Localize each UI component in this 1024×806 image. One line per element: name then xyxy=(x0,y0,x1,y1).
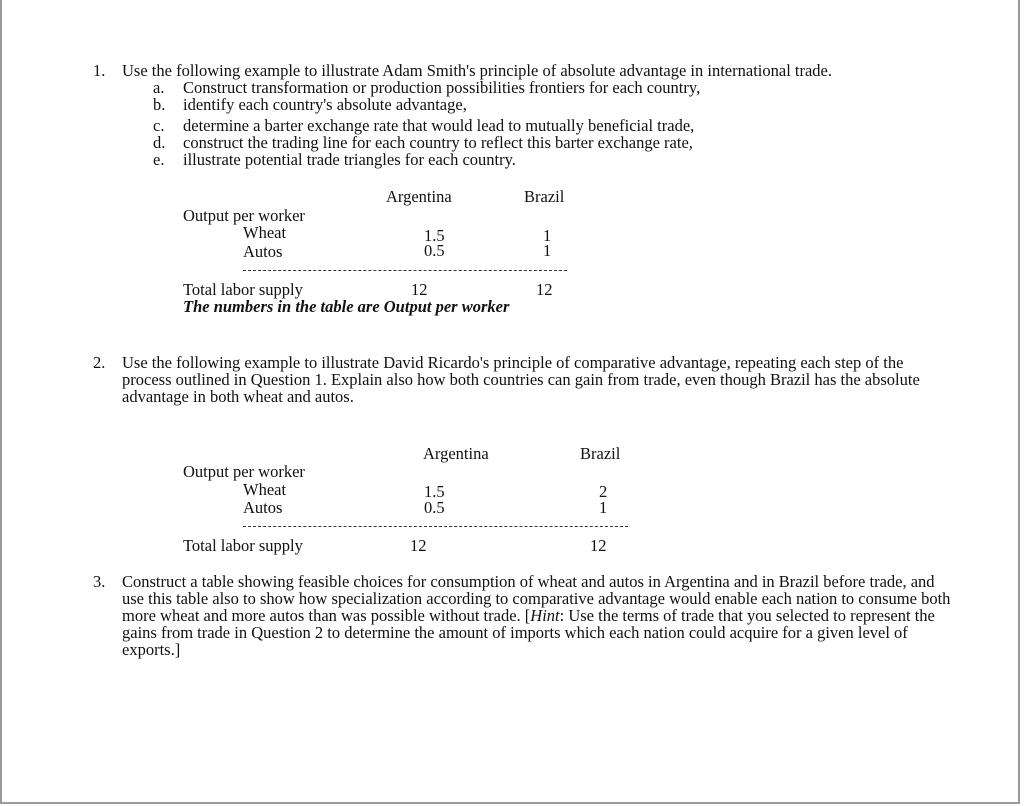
q1-item-c-letter: c. xyxy=(153,116,165,135)
q1-total-argentina: 12 xyxy=(411,280,428,299)
q1-total-label: Total labor supply xyxy=(183,280,303,299)
q3-number: 3. xyxy=(93,572,106,591)
q1-item-d-letter: d. xyxy=(153,133,166,152)
q1-item-b-text: identify each country's absolute advantage, xyxy=(183,95,467,114)
q1-total-brazil: 12 xyxy=(536,280,553,299)
q2-total-label: Total labor supply xyxy=(183,536,303,555)
q1-table-col-argentina: Argentina xyxy=(386,187,452,206)
q3-hint-label: Hint xyxy=(530,606,560,625)
q2-table-row-label: Wheat xyxy=(243,480,287,499)
q2-table-col-brazil: Brazil xyxy=(580,444,621,463)
q2-table-row-label: Autos xyxy=(243,498,283,517)
q2-table-cell: 0.5 xyxy=(424,498,445,517)
q2-total-brazil: 12 xyxy=(590,536,607,555)
q1-item-a-letter: a. xyxy=(153,78,165,97)
q3-text-after-hint: : Use the terms of trade that you selected to represent the gains from trade in Question 2 to determine the amount of imports which each nation could acquire for a given level of exports.] xyxy=(122,606,935,659)
q1-table-col-brazil: Brazil xyxy=(524,187,565,206)
q2-number: 2. xyxy=(93,353,106,372)
q1-table-cell: 0.5 xyxy=(424,241,445,260)
q2-total-argentina: 12 xyxy=(410,536,427,555)
q1-table-cell: 1 xyxy=(543,241,552,260)
q1-item-c-text: determine a barter exchange rate that would lead to mutually beneficial trade, xyxy=(183,116,695,135)
q1-table-note: The numbers in the table are Output per worker xyxy=(183,297,510,316)
q3-text-before-hint: Construct a table showing feasible choices for consumption of wheat and autos in Argentina and in Brazil before trade, and use this table also to show how specialization according to comparative advantage would enable each nation to consume both more wheat and more autos than was possible without trade. [ xyxy=(122,572,951,625)
q1-number: 1. xyxy=(93,61,106,80)
q1-item-d-text: construct the trading line for each country to reflect this barter exchange rate, xyxy=(183,133,693,152)
q1-table-row-label: Wheat xyxy=(243,223,287,242)
table-divider xyxy=(243,526,628,527)
q3-text xyxy=(122,573,952,658)
q2-table-cell: 1.5 xyxy=(424,482,445,501)
q1-table-cell: 1.5 xyxy=(424,226,445,245)
q2-table-cell: 2 xyxy=(599,482,608,501)
q1-item-e-letter: e. xyxy=(153,150,165,169)
q1-item-a-text: Construct transformation or production possibilities frontiers for each country, xyxy=(183,78,701,97)
q1-table-row-label: Autos xyxy=(243,242,283,261)
q2-table-cell: 1 xyxy=(599,498,608,517)
q1-item-e-text: illustrate potential trade triangles for each country. xyxy=(183,150,516,169)
q2-table-col-argentina: Argentina xyxy=(423,444,489,463)
table-divider xyxy=(243,270,567,271)
q1-text: Use the following example to illustrate Adam Smith's principle of absolute advantage in international trade. xyxy=(122,61,832,80)
q1-item-b-letter: b. xyxy=(153,95,166,114)
q2-text: Use the following example to illustrate David Ricardo's principle of comparative advantage, repeating each step of the process outlined in Question 1. Explain also how both countries can gain from trade, even though Brazil has the absolute advantage in both wheat and autos. xyxy=(122,353,920,406)
q1-table-row-header: Output per worker xyxy=(183,206,305,225)
q1-table-cell: 1 xyxy=(543,226,552,245)
q2-table-row-header: Output per worker xyxy=(183,462,305,481)
